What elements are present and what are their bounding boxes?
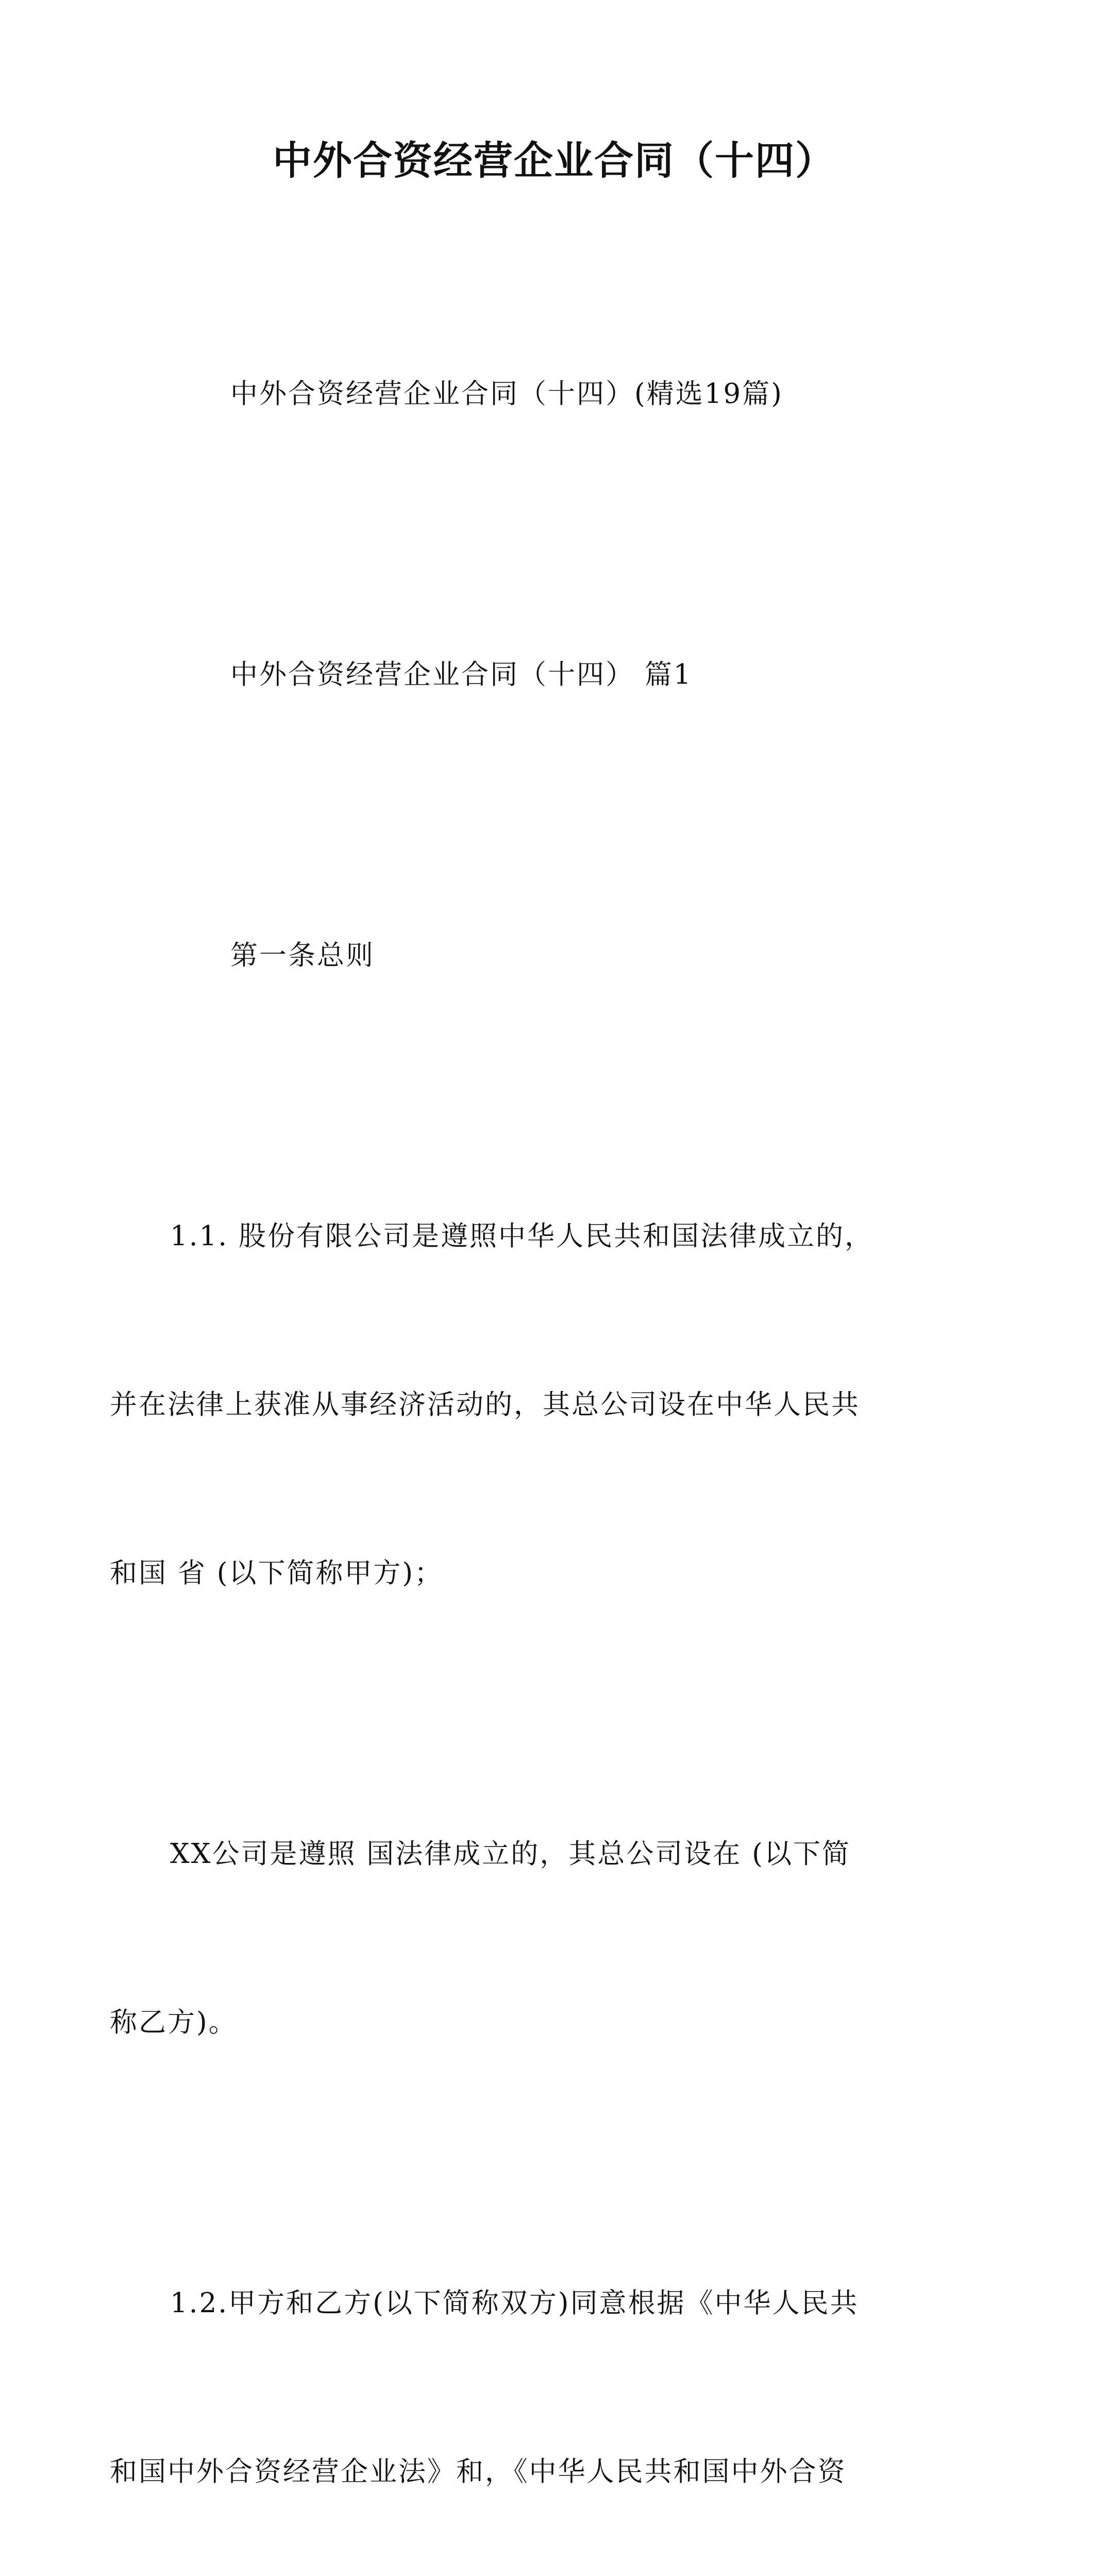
paragraph-line: 中外合资经营企业合同（十四） 篇1 xyxy=(230,659,693,690)
paragraph-clause-1-1 xyxy=(110,1096,959,1714)
paragraph-subtitle xyxy=(170,253,959,534)
paragraph-clause-1-2 xyxy=(110,2163,959,2576)
paragraph-line: 第一条总则 xyxy=(230,940,375,971)
paragraph-line: 1.2.甲方和乙方(以下简称双方)同意根据《中华人民共 xyxy=(170,2287,859,2319)
paragraph-line: 和国中外合资经营企业法》和，《中华人民共和国中外合资 xyxy=(110,2456,847,2487)
paragraph-line: 称乙方)。 xyxy=(110,2007,238,2038)
paragraph-section-heading xyxy=(170,534,959,815)
paragraph-line: 中外合资经营企业合同（十四）(精选19篇) xyxy=(230,378,783,410)
paragraph-line: 1.1. 股份有限公司是遵照中华人民共和国法律成立的， xyxy=(170,1221,874,1252)
paragraph-line: XX公司是遵照 国法律成立的，其总公司设在 (以下简 xyxy=(170,1838,851,1870)
paragraph-line: 和国 省 (以下简称甲方)； xyxy=(110,1557,444,1589)
document-body xyxy=(110,253,959,2576)
paragraph-article-1-heading xyxy=(170,815,959,1096)
paragraph-party-b xyxy=(110,1714,959,2163)
paragraph-line: 并在法律上获准从事经济活动的，其总公司设在中华人民共 xyxy=(110,1389,860,1420)
document-title: 中外合资经营企业合同（十四） xyxy=(273,138,835,183)
